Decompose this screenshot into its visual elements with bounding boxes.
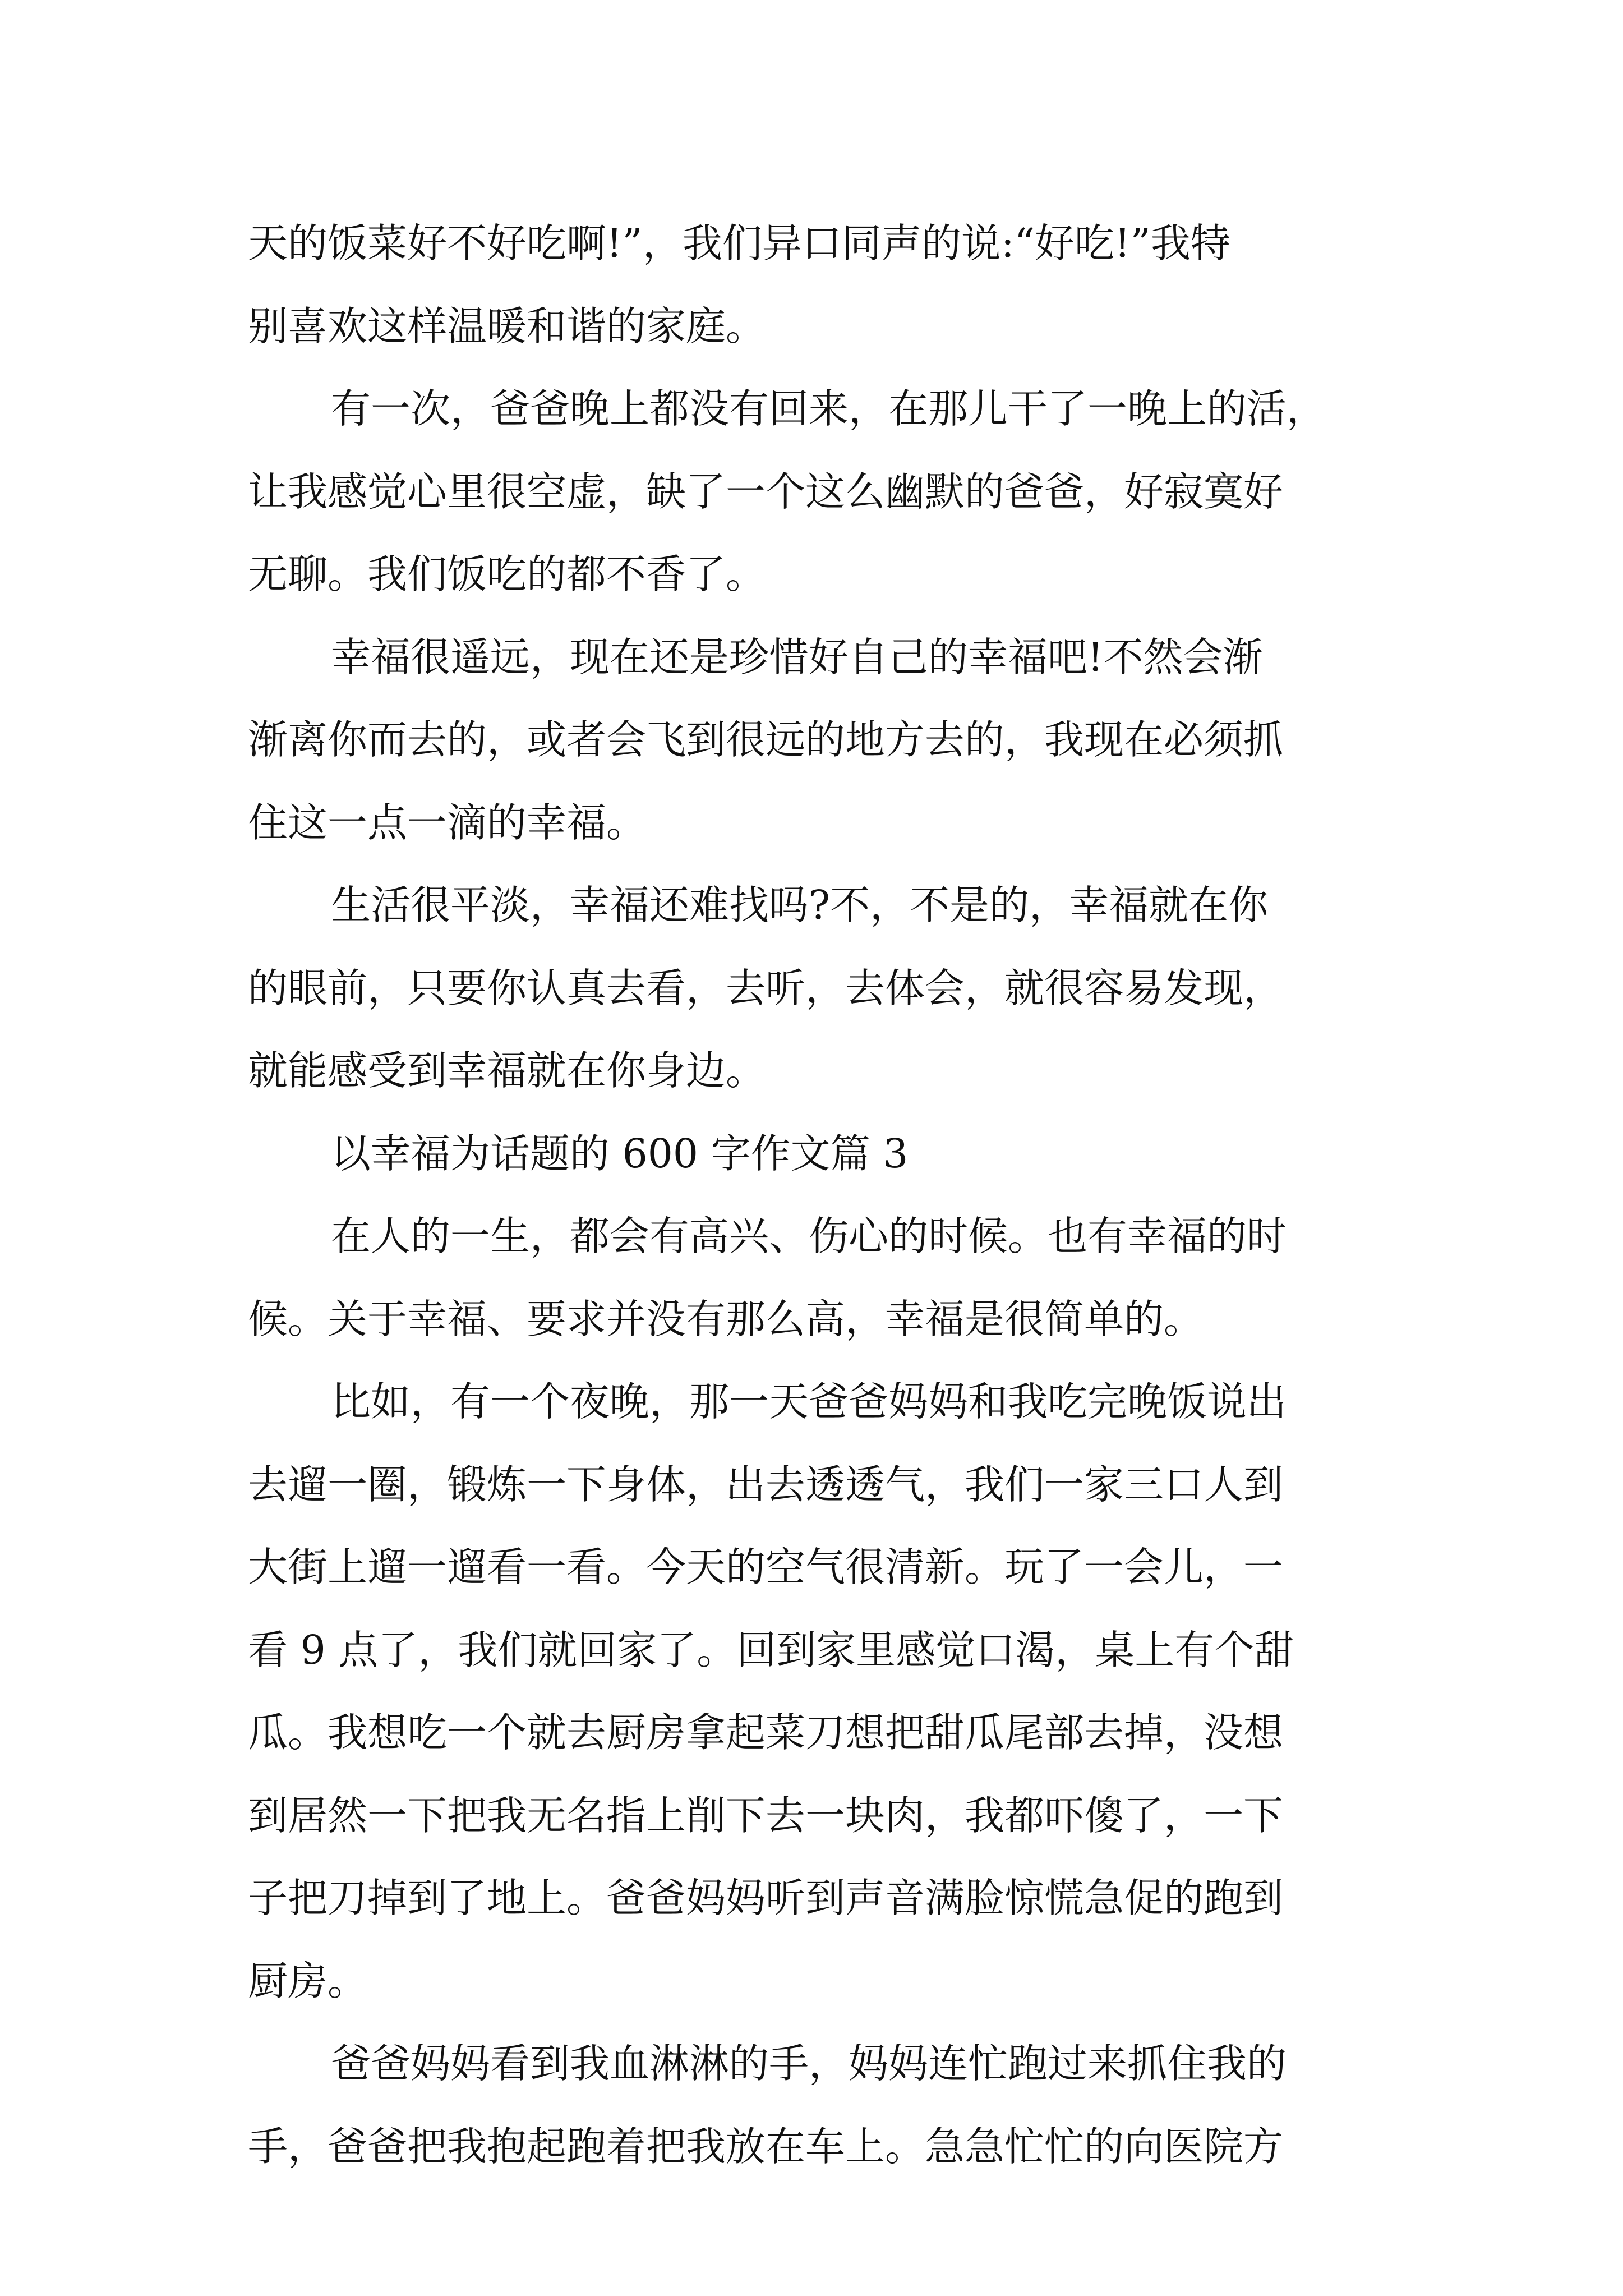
paragraph-start-line: 爸爸妈妈看到我血淋淋的手，妈妈连忙跑过来抓住我的 [331,2040,1287,2087]
text-line: 子把刀掉到了地上。爸爸妈妈听到声音满脸惊慌急促的跑到 [248,1875,1284,1921]
text-line: 无聊。我们饭吃的都不香了。 [248,551,766,597]
text-line: 去遛一圈，锻炼一下身体，出去透透气，我们一家三口人到 [248,1461,1284,1508]
text-line: 让我感觉心里很空虚，缺了一个这么幽默的爸爸，好寂寞好 [248,468,1284,515]
paragraph-start-line: 在人的一生，都会有高兴、伤心的时候。也有幸福的时 [331,1213,1287,1259]
text-line: 住这一点一滴的幸福。 [248,799,647,846]
text-line: 瓜。我想吃一个就去厨房拿起菜刀想把甜瓜尾部去掉，没想 [248,1709,1284,1756]
text-line: 厨房。 [248,1957,368,2004]
text-line: 渐离你而去的，或者会飞到很远的地方去的，我现在必须抓 [248,716,1284,763]
text-line: 天的饭菜好不好吃啊!”，我们异口同声的说:“好吃!”我特 [248,220,1230,266]
text-line: 看 9 点了，我们就回家了。回到家里感觉口渴，桌上有个甜 [248,1626,1294,1673]
document-body [248,202,1398,2188]
paragraph-start-line: 生活很平淡，幸福还难找吗?不，不是的，幸福就在你 [331,882,1269,928]
text-line: 大街上遛一遛看一看。今天的空气很清新。玩了一会儿，一 [248,1544,1284,1590]
text-line: 到居然一下把我无名指上削下去一块肉，我都吓傻了，一下 [248,1792,1284,1839]
text-line: 别喜欢这样温暖和谐的家庭。 [248,302,766,349]
paragraph-start-line: 幸福很遥远，现在还是珍惜好自己的幸福吧!不然会渐 [331,633,1263,680]
paragraph-start-line: 有一次，爸爸晚上都没有回来，在那儿干了一晚上的活， [331,385,1327,432]
text-line: 的眼前，只要你认真去看，去听，去体会，就很容易发现， [248,964,1284,1011]
section-heading: 以幸福为话题的 600 字作文篇 3 [331,1130,909,1177]
text-line: 就能感受到幸福就在你身边。 [248,1047,766,1094]
paragraph-start-line: 比如，有一个夜晚，那一天爸爸妈妈和我吃完晚饭说出 [331,1378,1287,1425]
text-line: 候。关于幸福、要求并没有那么高，幸福是很简单的。 [248,1295,1204,1342]
text-line: 手，爸爸把我抱起跑着把我放在车上。急急忙忙的向医院方 [248,2123,1284,2170]
